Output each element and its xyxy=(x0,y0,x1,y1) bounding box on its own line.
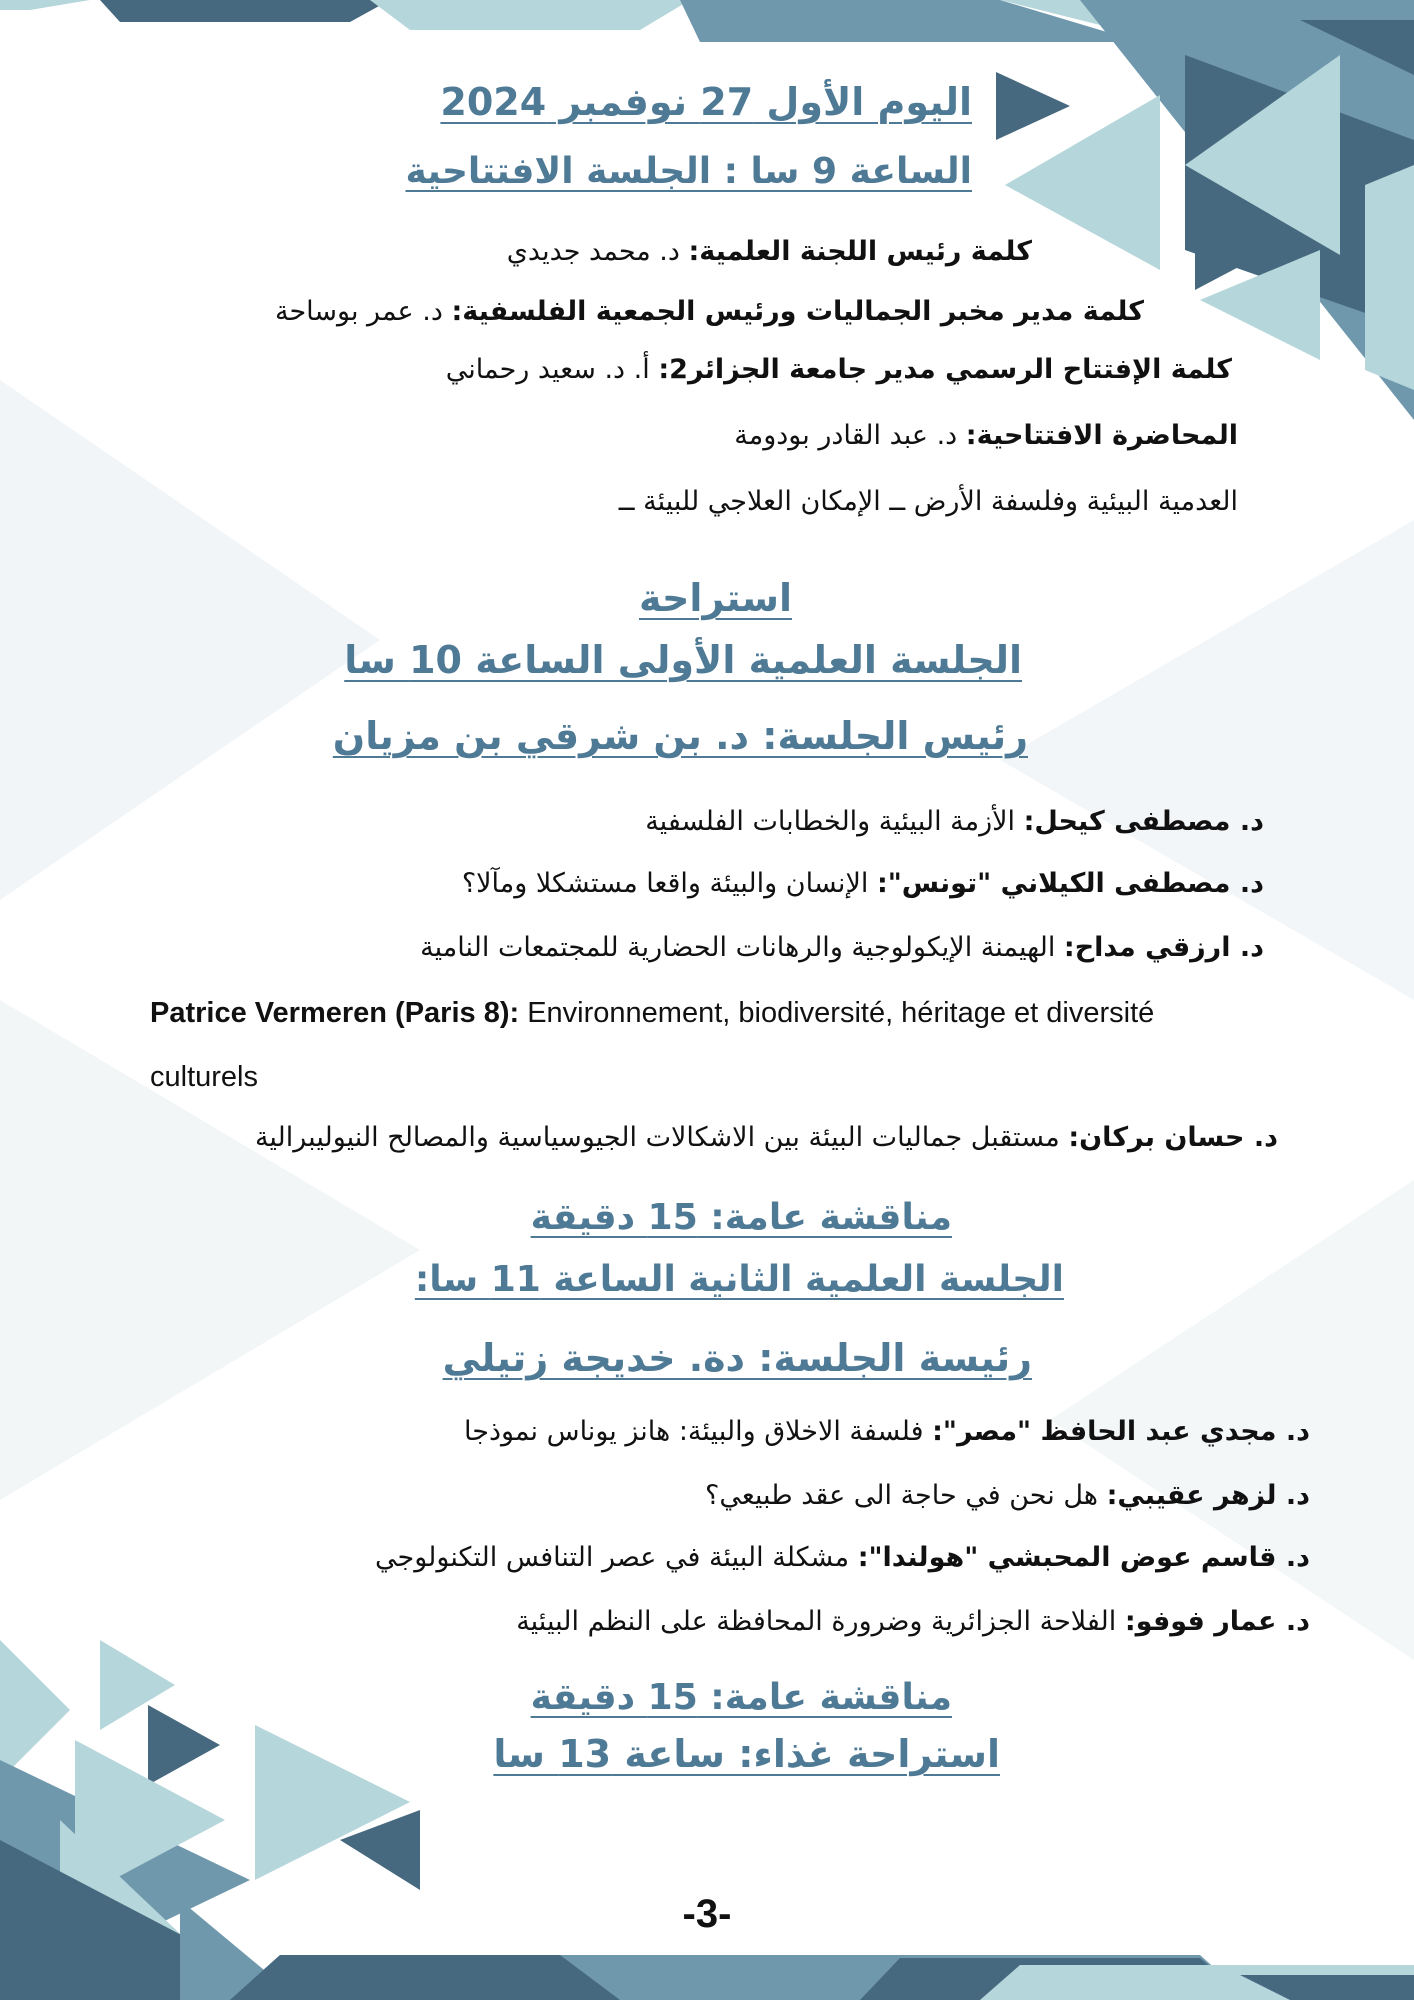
speech-label: كلمة رئيس اللجنة العلمية: xyxy=(688,236,1032,267)
session1-latin-talk-cont: culturels xyxy=(150,1061,258,1093)
talk-title: مشكلة البيئة في عصر التنافس التكنولوجي xyxy=(375,1542,858,1573)
talk-speaker: د. لزهر عقيبي: xyxy=(1106,1480,1310,1511)
talk-speaker: د. حسان بركان: xyxy=(1068,1122,1278,1153)
talk-title: Environnement, biodiversité, héritage et diversité xyxy=(519,997,1155,1029)
session2-chair: رئيسة الجلسة: دة. خديجة زتيلي xyxy=(442,1336,1032,1380)
talk-title: مستقبل جماليات البيئة بين الاشكالات الجيوسياسية والمصالح النيوليبرالية xyxy=(254,1122,1069,1153)
talk-title: الأزمة البيئية والخطابات الفلسفية xyxy=(645,806,1024,837)
session1-latin-talk xyxy=(150,996,1154,1031)
opening-session-heading: الساعة 9 سا : الجلسة الافتتاحية xyxy=(405,151,972,192)
talk-speaker: د. قاسم عوض المحبشي "هولندا": xyxy=(857,1542,1310,1573)
session2-talk-4 xyxy=(516,1606,1310,1638)
session2-talk-1 xyxy=(464,1416,1310,1448)
talk-speaker: د. مصطفى الكيلاني "تونس": xyxy=(876,868,1264,899)
lunch-break-heading: استراحة غذاء: ساعة 13 سا xyxy=(493,1732,1000,1776)
opening-speech-3 xyxy=(446,354,1232,386)
session1-talk-5 xyxy=(255,1122,1278,1154)
talk-title: الفلاحة الجزائرية وضرورة المحافظة على النظم البيئية xyxy=(516,1606,1125,1637)
lecture-name: د. عبد القادر بودومة xyxy=(734,420,966,451)
talk-speaker: د. ارزقي مداح: xyxy=(1063,932,1264,963)
session1-talk-3 xyxy=(420,932,1264,964)
talk-speaker: د. عمار فوفو: xyxy=(1124,1606,1310,1637)
day-title: اليوم الأول 27 نوفمبر 2024 xyxy=(440,80,972,124)
session1-title: الجلسة العلمية الأولى الساعة 10 سا xyxy=(344,638,1022,682)
opening-lecture xyxy=(734,420,1238,452)
session2-title: الجلسة العلمية الثانية الساعة 11 سا: xyxy=(414,1259,1064,1300)
opening-lecture-title: العدمية البيئية وفلسفة الأرض ــ الإمكان العلاجي للبيئة ــ xyxy=(618,486,1238,517)
talk-title: هل نحن في حاجة الى عقد طبيعي؟ xyxy=(705,1480,1107,1511)
talk-speaker: Patrice Vermeren (Paris 8): xyxy=(150,997,520,1029)
talk-speaker: د. مجدي عبد الحافظ "مصر": xyxy=(932,1416,1310,1447)
talk-title: فلسفة الاخلاق والبيئة: هانز يوناس نموذجا xyxy=(464,1416,933,1447)
discussion2-heading: مناقشة عامة: 15 دقيقة xyxy=(530,1677,952,1718)
opening-speech-2 xyxy=(275,296,1144,328)
talk-title: الهيمنة الإيكولوجية والرهانات الحضارية للمجتمعات النامية xyxy=(420,932,1064,963)
lecture-label: المحاضرة الافتتاحية: xyxy=(965,420,1238,451)
opening-speech-1 xyxy=(507,236,1032,268)
talk-speaker: د. مصطفى كيحل: xyxy=(1023,806,1264,837)
speech-name: د. محمد جديدي xyxy=(506,236,689,267)
talk-title: الإنسان والبيئة واقعا مستشكلا ومآلا؟ xyxy=(461,868,877,899)
speech-label: كلمة الإفتتاح الرسمي مدير جامعة الجزائر2: xyxy=(658,354,1232,385)
page-number: -3- xyxy=(682,1892,732,1936)
speech-label: كلمة مدير مخبر الجماليات ورئيس الجمعية الفلسفية: xyxy=(451,296,1144,327)
speech-name: أ. د. سعيد رحماني xyxy=(445,354,659,385)
session1-talk-1 xyxy=(645,806,1264,838)
session2-talk-3 xyxy=(375,1542,1310,1574)
session1-talk-2 xyxy=(462,868,1264,900)
break-heading: استراحة xyxy=(638,576,792,620)
speech-name: د. عمر بوساحة xyxy=(274,296,452,327)
session2-talk-2 xyxy=(705,1480,1310,1512)
discussion1-heading: مناقشة عامة: 15 دقيقة xyxy=(530,1197,952,1238)
session1-chair: رئيس الجلسة: د. بن شرقي بن مزيان xyxy=(332,714,1028,758)
